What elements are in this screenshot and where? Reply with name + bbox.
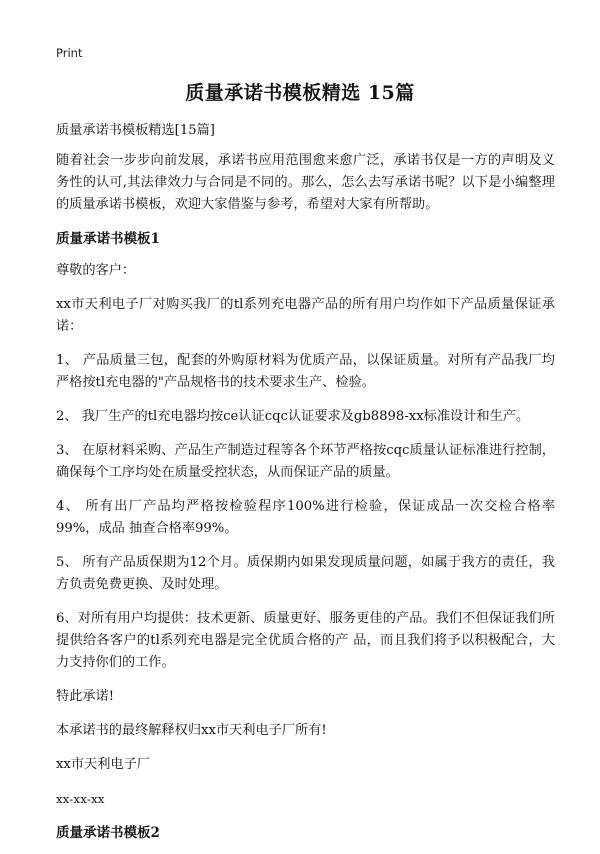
intro-paragraph: 随着社会一步步向前发展，承诺书应用范围愈来愈广泛，承诺书仅是一方的声明及义务性的认可,其法律效力与合同是不同的。那么，怎么去写承诺书呢？以下是小编整理的质量承诺书模板，欢迎大家借鉴与参考，希望对大家有所帮助。 [56,153,555,212]
section-1-heading: 质量承诺书模板1 [56,231,160,247]
section-2-heading: 质量承诺书模板2 [56,825,160,841]
document-content [56,120,555,854]
print-label: Print [56,46,83,60]
promise-item-3: 3、 在原材料采购、产品生产制造过程等各个环节严格按cqc质量认证标准进行控制，确保每个工序均处在质量受控状态，从而保证产品的质量。 [56,443,555,480]
promise-item-5: 5、 所有产品质保期为12个月。质保期内如果发现质量问题，如属于我方的责任，我方负责免费更换、及时处理。 [56,555,555,592]
date-line: xx-xx-xx [56,792,105,806]
promise-item-1: 1、 产品质量三包，配套的外购原材料为优质产品，以保证质量。对所有产品我厂均严格按tl充电器的"产品规格书的技术要求生产、检验。 [56,353,555,390]
document-subtitle: 质量承诺书模板精选[15篇] [56,123,215,138]
promise-item-4: 4、 所有出厂产品均严格按检验程序100%进行检验，保证成品一次交检合格率99%，成品 抽查合格率99%。 [56,499,555,536]
promise-item-2: 2、 我厂生产的tl充电器均按ce认证cqc认证要求及gb8898-xx标准设计和生产。 [56,409,530,424]
rights-line: 本承诺书的最终解释权归xx市天利电子厂所有! [56,723,327,738]
signature-line: xx市天利电子厂 [56,757,150,772]
promise-item-6: 6、对所有用户均提供：技术更新、质量更好、服务更佳的产品。我们不但保证我们所提供给各客户的tl系列充电器是完全优质合格的产 品，而且我们将予以积极配合，大力支持你们的工作。 [56,611,555,670]
closing-line: 特此承诺! [56,689,115,704]
greeting: 尊敬的客户： [56,263,136,278]
document-title: 质量承诺书模板精选 15篇 [185,82,415,104]
opening-paragraph: xx市天利电子厂对购买我厂的tl系列充电器产品的所有用户均作如下产品质量保证承诺： [56,297,555,334]
